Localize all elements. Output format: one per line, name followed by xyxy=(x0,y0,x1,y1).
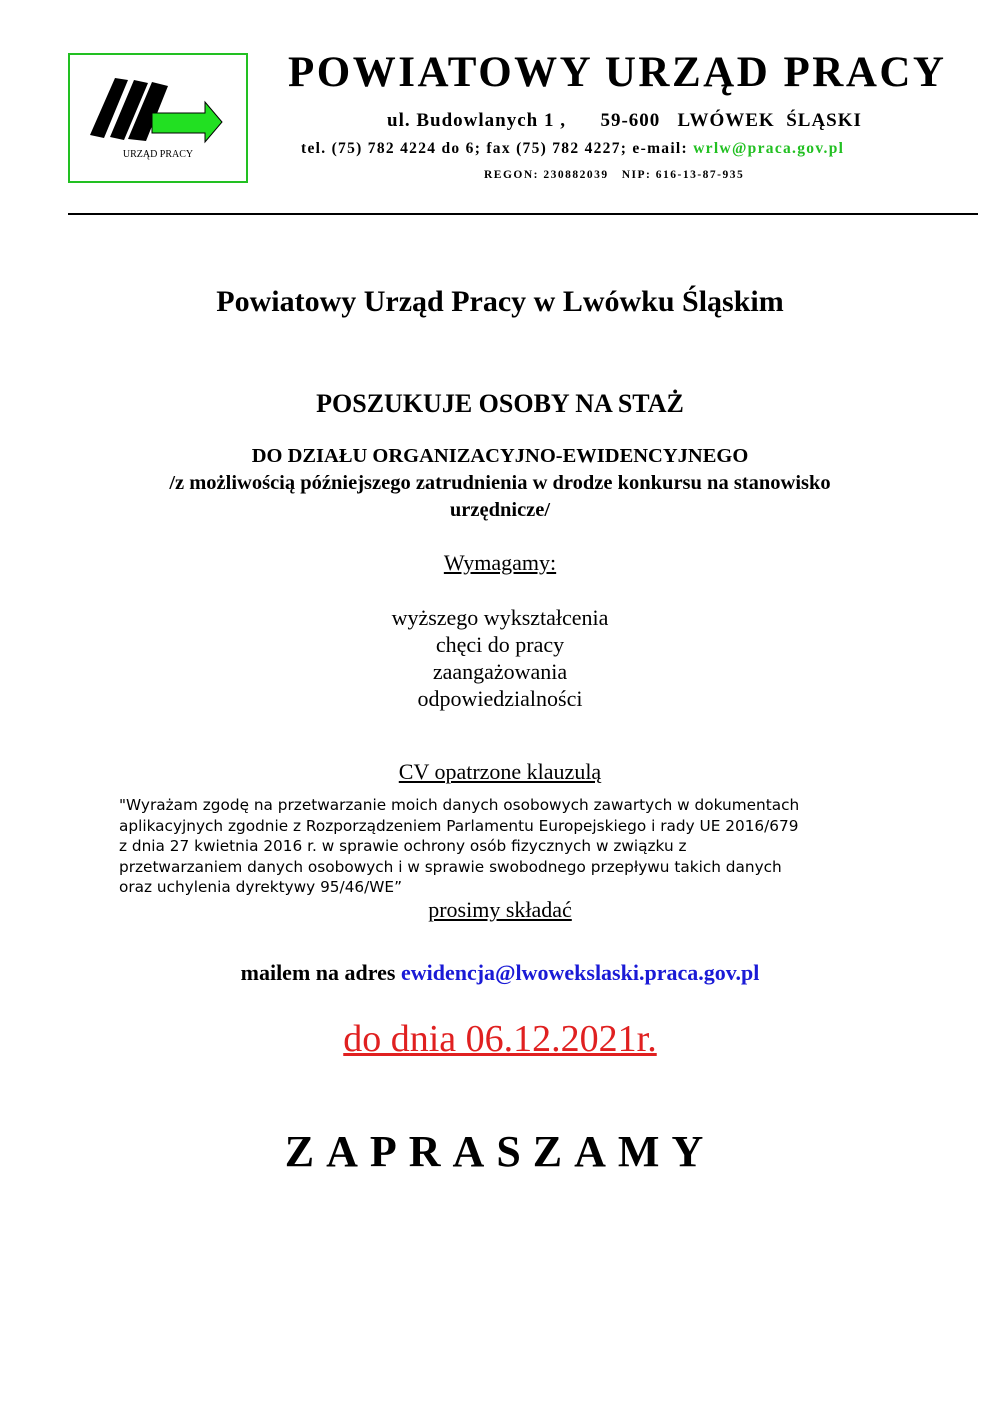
department-note-line-1: /z możliwością późniejszego zatrudnienia w drodze konkursu na stanowisko xyxy=(169,472,831,494)
consent-clause xyxy=(119,795,899,898)
department-name: DO DZIAŁU ORGANIZACYJNO-EWIDENCYJNEGO xyxy=(251,445,749,467)
seeking-heading: POSZUKUJE OSOBY NA STAŻ xyxy=(316,389,684,418)
cv-clause-label-text: CV opatrzone klauzulą xyxy=(398,759,602,784)
office-heading: Powiatowy Urząd Pracy w Lwówku Śląskim xyxy=(216,285,784,318)
submit-label-text: prosimy składać xyxy=(428,897,572,922)
organization-address: ul. Budowlanych 1 , 59-600 LWÓWEK ŚLĄSKI xyxy=(387,110,862,131)
logo-arrow-icon xyxy=(152,102,222,142)
requirements-label-text: Wymagamy: xyxy=(443,550,557,575)
department-note-line-2: urzędnicze/ xyxy=(449,499,551,521)
organization-contact xyxy=(301,140,844,158)
requirement-item: chęci do pracy xyxy=(435,632,565,657)
submit-email-line xyxy=(0,960,1000,986)
clause-line: przetwarzaniem danych osobowych i w sprawie swobodnego przepływu takich danych xyxy=(119,857,782,876)
clause-line: oraz uchylenia dyrektywy 95/46/WE” xyxy=(119,878,403,897)
submit-email-prefix: mailem na adres xyxy=(240,960,401,985)
deadline-text: do dnia 06.12.2021r. xyxy=(343,1018,657,1060)
contact-email-link[interactable]: wrlw@praca.gov.pl xyxy=(693,140,845,157)
organization-regon-nip: REGON: 230882039 NIP: 616-13-87-935 xyxy=(484,169,745,181)
requirements-label xyxy=(0,550,1000,576)
clause-line: aplikacyjnych zgodnie z Rozporządzeniem Parlamentu Europejskiego i rady UE 2016/679 xyxy=(119,816,799,835)
logo-graphic xyxy=(70,55,246,181)
contact-phone-fax: tel. (75) 782 4224 do 6; fax (75) 782 4227; e-mail: xyxy=(301,140,694,157)
clause-line: "Wyrażam zgodę na przetwarzanie moich danych osobowych zawartych w dokumentach xyxy=(119,796,800,814)
urzad-pracy-logo xyxy=(68,53,248,183)
clause-line: z dnia 27 kwietnia 2016 r. w sprawie ochrony osób fizycznych w związku z xyxy=(119,837,687,856)
requirement-item: odpowiedzialności xyxy=(417,686,583,711)
department-block xyxy=(0,443,1000,524)
submit-email-link[interactable]: ewidencja@lwowekslaski.praca.gov.pl xyxy=(400,960,760,985)
invitation: ZAPRASZAMY xyxy=(284,1127,716,1176)
logo-caption: URZĄD PRACY xyxy=(122,149,194,160)
submit-label xyxy=(0,897,1000,923)
requirement-item: wyższego wykształcenia xyxy=(391,605,609,630)
cv-clause-label xyxy=(0,759,1000,785)
deadline xyxy=(0,1017,1000,1061)
header-divider xyxy=(68,213,978,215)
requirements-list xyxy=(0,604,1000,712)
organization-name: POWIATOWY URZĄD PRACY xyxy=(288,49,947,96)
requirement-item: zaangażowania xyxy=(432,659,568,684)
